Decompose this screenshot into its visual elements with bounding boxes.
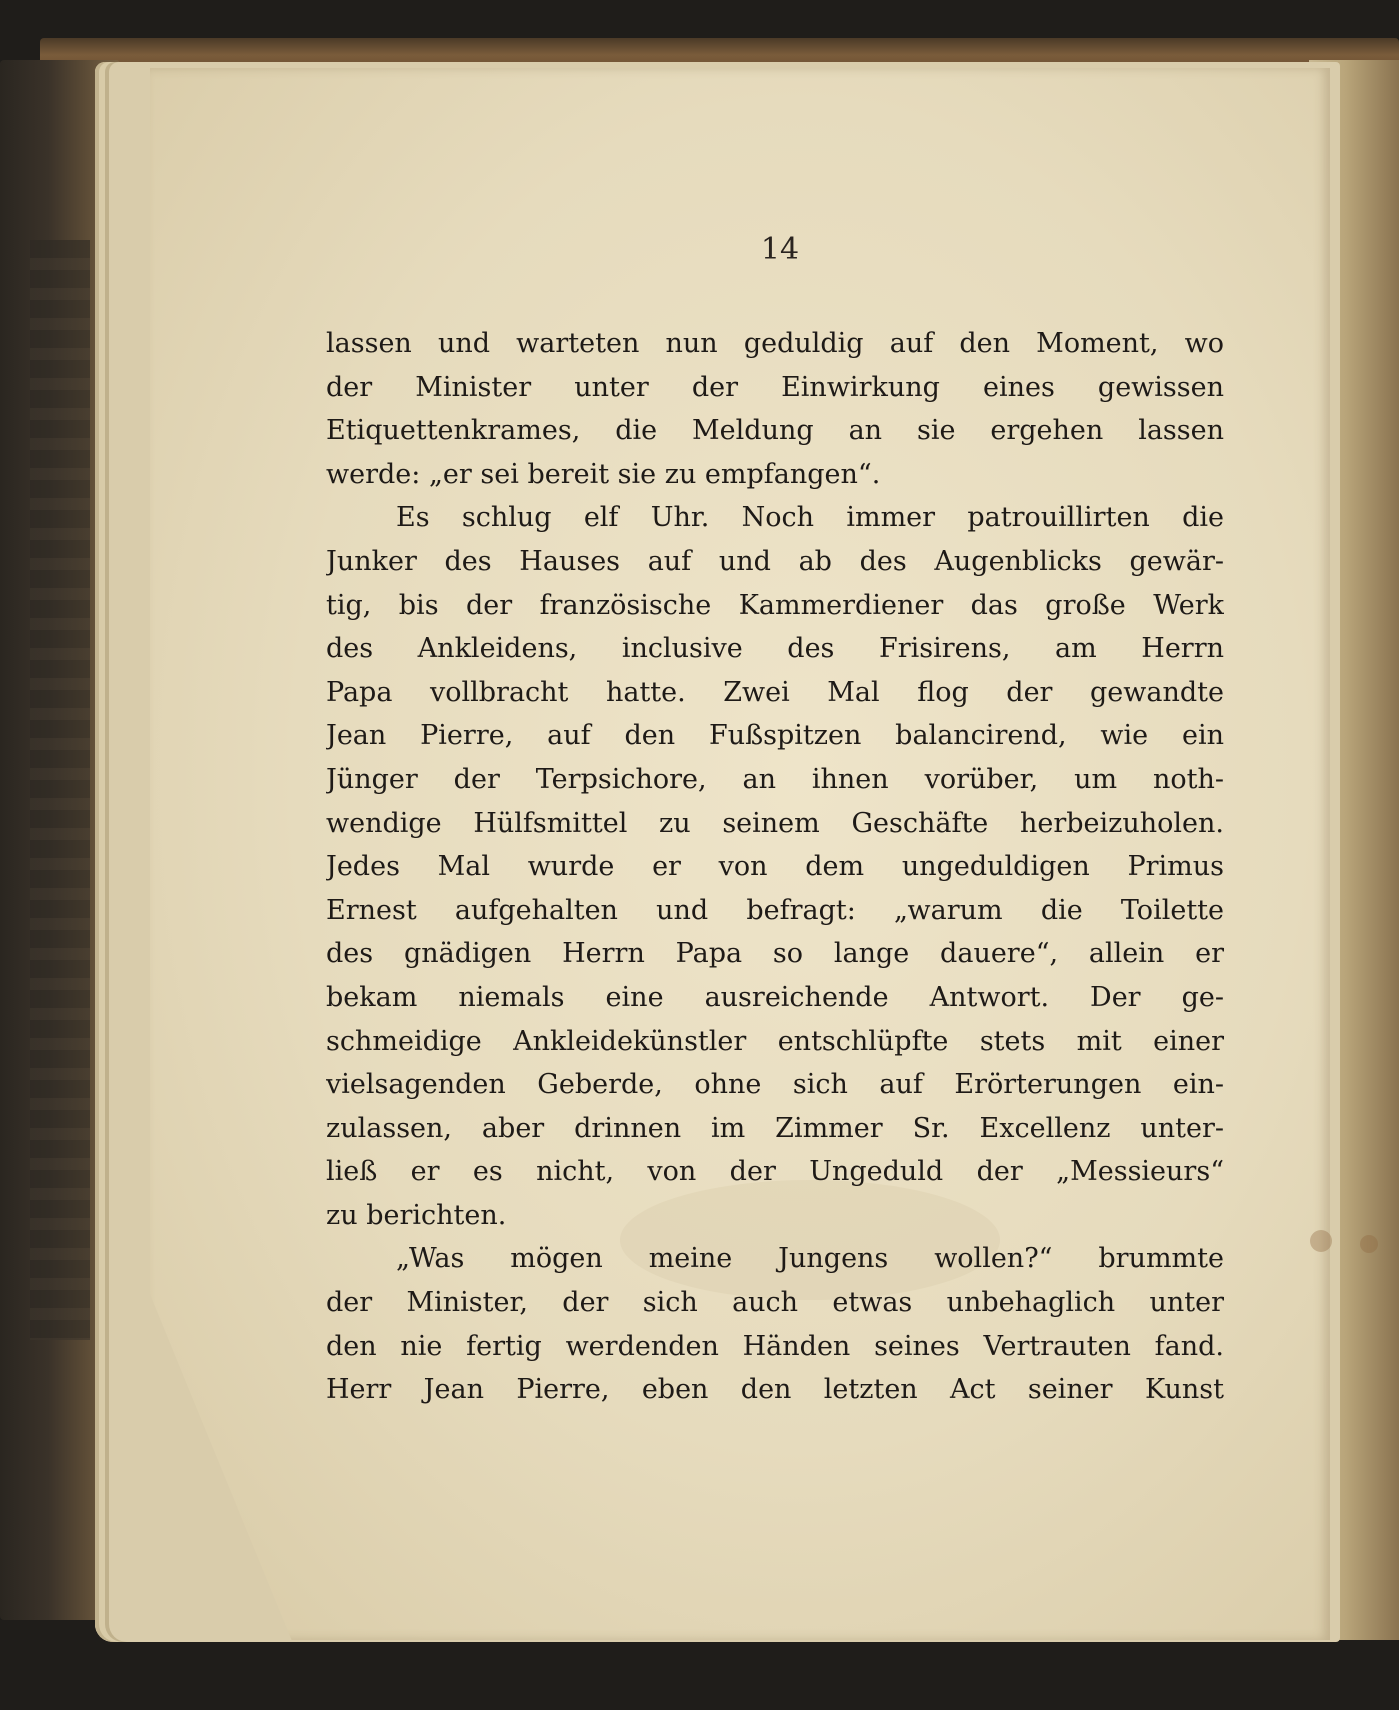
text-line: werde: „er sei bereit sie zu empfangen“. xyxy=(326,458,881,490)
text-line: des gnädigen Herrn Papa so lange dauere“, allein er xyxy=(326,938,1224,970)
ink-spot xyxy=(1310,1230,1332,1252)
text-line: Jean Pierre, auf den Fußspitzen balancirend, wie ein xyxy=(326,720,1224,752)
text-line: ließ er es nicht, von der Ungeduld der „Messieurs“ xyxy=(326,1156,1224,1188)
text-line: lassen und warteten nun geduldig auf den Moment, wo xyxy=(326,328,1224,359)
text-line: Jedes Mal wurde er von dem ungeduldigen Primus xyxy=(326,851,1224,883)
text-line: des Ankleidens, inclusive des Frisirens, am Herrn xyxy=(326,633,1224,665)
text-line: bekam niemals eine ausreichende Antwort. Der ge- xyxy=(326,981,1224,1013)
text-line: vielsagenden Geberde, ohne sich auf Erörterungen ein- xyxy=(326,1069,1224,1101)
text-line: Papa vollbracht hatte. Zwei Mal flog der gewandte xyxy=(326,676,1224,708)
text-line: wendige Hülfsmittel zu seinem Geschäfte herbeizuholen. xyxy=(326,807,1224,839)
text-line: Es schlug elf Uhr. Noch immer patrouillirten die xyxy=(396,502,1224,534)
page-number: 14 xyxy=(760,232,800,267)
text-line: Etiquettenkrames, die Meldung an sie ergehen lassen xyxy=(326,415,1224,447)
text-line: „Was mögen meine Jungens wollen?“ brummte xyxy=(396,1243,1224,1275)
text-line: zulassen, aber drinnen im Zimmer Sr. Excellenz unter- xyxy=(326,1112,1224,1144)
text-line: Jünger der Terpsichore, an ihnen vorüber, um noth- xyxy=(326,763,1224,795)
text-line: zu berichten. xyxy=(326,1199,507,1231)
text-line: Herr Jean Pierre, eben den letzten Act seiner Kunst xyxy=(326,1374,1224,1406)
text-line: den nie fertig werdenden Händen seines Vertrauten fand. xyxy=(326,1330,1224,1362)
text-line: Junker des Hauses auf und ab des Augenblicks gewär- xyxy=(326,545,1224,577)
text-line: der Minister unter der Einwirkung eines gewissen xyxy=(326,371,1224,403)
text-line: schmeidige Ankleidekünstler entschlüpfte stets mit einer xyxy=(326,1025,1224,1057)
ink-spot xyxy=(1360,1235,1378,1253)
body-text xyxy=(326,322,1224,1412)
text-line: der Minister, der sich auch etwas unbehaglich unter xyxy=(326,1287,1224,1319)
text-line: tig, bis der französische Kammerdiener das große Werk xyxy=(326,589,1224,621)
text-line: Ernest aufgehalten und befragt: „warum die Toilette xyxy=(326,894,1224,926)
